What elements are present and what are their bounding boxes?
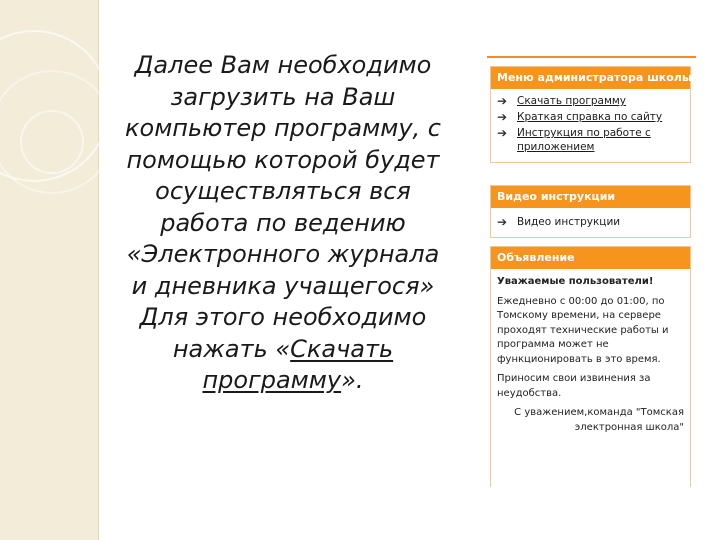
announcement-greeting: Уважаемые пользователи!	[497, 276, 654, 287]
download-program-link-part2[interactable]: программу	[202, 366, 342, 394]
decorative-circle	[20, 110, 84, 174]
menu-item-site-help[interactable]	[497, 110, 684, 124]
menu-item-label[interactable]: Скачать программу	[517, 95, 627, 107]
text-line: Для этого необходимо	[139, 303, 427, 331]
announcement-text: Ежедневно с 00:00 до 01:00, по Томскому времени, на сервере проходят технические работы и программа может не функционировать в это время.	[497, 295, 669, 365]
text-line: и дневника учащегося»	[131, 271, 435, 300]
video-panel-title: Видео инструкции	[491, 186, 690, 208]
text-line: осуществляться вся	[155, 177, 411, 205]
download-program-link-part1[interactable]: Скачать	[290, 334, 394, 363]
arrow-right-icon: ➔	[497, 215, 508, 229]
admin-menu-panel	[490, 66, 691, 163]
text-line: компьютер программу, с	[125, 114, 441, 142]
text-line: загрузить на Ваш	[170, 82, 396, 111]
menu-item-app-instructions[interactable]	[497, 126, 684, 154]
text-fragment: ».	[341, 366, 364, 394]
arrow-right-icon: ➔	[497, 126, 508, 140]
text-line	[108, 334, 458, 366]
announcement-panel	[490, 246, 691, 487]
video-panel	[490, 185, 691, 238]
menu-item-label[interactable]: Инструкция по работе с приложением	[517, 127, 651, 153]
menu-item-label[interactable]: Краткая справка по сайту	[517, 111, 663, 123]
decorative-side-band	[0, 0, 99, 540]
slide-instruction-text	[108, 50, 458, 397]
text-line	[108, 365, 458, 397]
text-line: Далее Вам необходимо	[134, 51, 432, 79]
text-line: «Электронного журнала	[126, 240, 440, 268]
announcement-signature: С уважением,команда "Томская электронная школа"	[514, 407, 684, 433]
divider	[487, 56, 696, 58]
arrow-right-icon: ➔	[497, 110, 508, 124]
menu-item-download-program[interactable]	[497, 94, 684, 108]
text-fragment: нажать «	[172, 334, 291, 363]
menu-item-label[interactable]: Видео инструкции	[517, 216, 621, 228]
admin-menu-title: Меню администратора школы	[491, 67, 690, 89]
announcement-title: Объявление	[491, 247, 690, 269]
text-line: работа по ведению	[160, 208, 406, 237]
menu-item-video-instructions[interactable]	[497, 215, 684, 229]
arrow-right-icon: ➔	[497, 94, 508, 108]
text-line: помощью которой будет	[126, 145, 440, 174]
announcement-apology: Приносим свои извинения за неудобства.	[497, 373, 651, 399]
